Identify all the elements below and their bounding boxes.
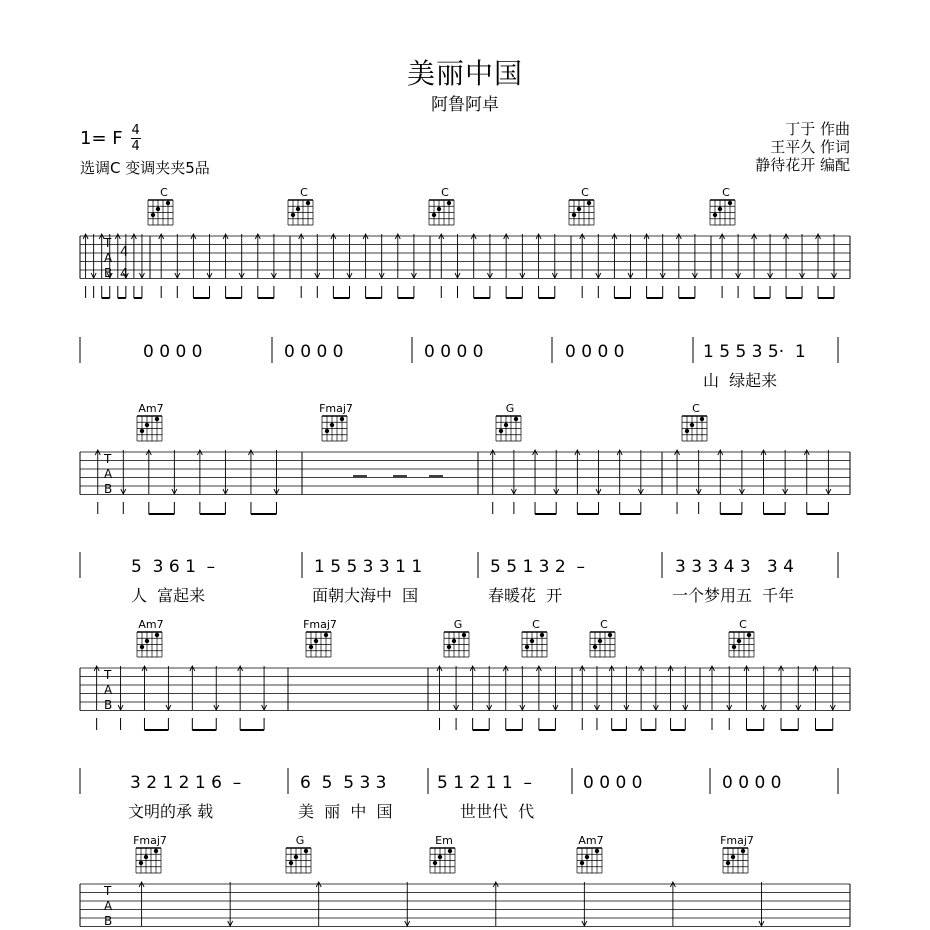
chord-finger-dot bbox=[452, 639, 456, 643]
chord-name: C bbox=[160, 186, 168, 199]
chord-name: G bbox=[295, 834, 305, 847]
chord-finger-dot bbox=[728, 201, 732, 205]
jianpu-measure: 6 5 5 3 3 bbox=[300, 773, 387, 793]
chord-finger-dot bbox=[447, 201, 451, 205]
chord-name: Fmaj7 bbox=[133, 834, 167, 847]
tab-letter: A bbox=[104, 899, 113, 913]
chord-finger-dot bbox=[325, 429, 329, 433]
chord-finger-dot bbox=[340, 417, 344, 421]
tab-letter: T bbox=[104, 884, 112, 898]
lyric-line: 文明的承 载 bbox=[128, 802, 214, 821]
chord-finger-dot bbox=[144, 855, 148, 859]
chord-finger-dot bbox=[304, 849, 308, 853]
lyric-line: 美 丽 中 国 bbox=[298, 802, 393, 821]
chord-finger-dot bbox=[713, 213, 717, 217]
chord-finger-dot bbox=[140, 645, 144, 649]
chord-name: G bbox=[453, 618, 463, 631]
chord-finger-dot bbox=[438, 855, 442, 859]
chord-finger-dot bbox=[139, 861, 143, 865]
chord-name: C bbox=[739, 618, 747, 631]
chord-name: C bbox=[532, 618, 540, 631]
chord-finger-dot bbox=[296, 207, 300, 211]
chord-finger-dot bbox=[690, 423, 694, 427]
chord-finger-dot bbox=[685, 429, 689, 433]
chord-name: C bbox=[441, 186, 449, 199]
time-top: 4 bbox=[131, 123, 140, 138]
jianpu-measure: 0 0 0 0 bbox=[424, 342, 484, 362]
jianpu-measure: 5 1 2 1 1 – bbox=[437, 773, 533, 793]
arranger-credit: 静待花开 编配 bbox=[755, 156, 850, 174]
chord-finger-dot bbox=[309, 645, 313, 649]
jianpu-measure: 5 5 1 3 2 – bbox=[490, 557, 586, 577]
chord-finger-dot bbox=[731, 855, 735, 859]
lyric-line: 人 富起来 bbox=[131, 586, 206, 605]
tab-time-bottom: 4 bbox=[120, 267, 129, 282]
chord-finger-dot bbox=[166, 201, 170, 205]
jianpu-measure: 0 0 0 0 bbox=[565, 342, 625, 362]
capo-note: 选调C 变调夹夹5品 bbox=[80, 159, 210, 177]
chord-name: Fmaj7 bbox=[319, 402, 353, 415]
chord-name: C bbox=[722, 186, 730, 199]
chord-finger-dot bbox=[737, 639, 741, 643]
key-label: 1= F bbox=[80, 128, 123, 149]
chord-finger-dot bbox=[595, 849, 599, 853]
chord-finger-dot bbox=[747, 633, 751, 637]
jianpu-measure: 1 5 5 3 3 1 1 bbox=[314, 557, 423, 577]
chord-finger-dot bbox=[530, 639, 534, 643]
lyric-line: 世世代 代 bbox=[460, 802, 535, 821]
tab-letter: A bbox=[104, 251, 113, 265]
chord-finger-dot bbox=[718, 207, 722, 211]
jianpu-measure: 3 3 3 4 3 3 4 bbox=[675, 557, 794, 577]
chord-finger-dot bbox=[324, 633, 328, 637]
chord-finger-dot bbox=[432, 213, 436, 217]
chord-finger-dot bbox=[741, 849, 745, 853]
tab-time-top: 4 bbox=[120, 245, 129, 260]
chord-finger-dot bbox=[151, 213, 155, 217]
chord-finger-dot bbox=[330, 423, 334, 427]
chord-name: Fmaj7 bbox=[303, 618, 337, 631]
tab-letter: T bbox=[104, 668, 112, 682]
chord-finger-dot bbox=[587, 201, 591, 205]
chord-finger-dot bbox=[154, 849, 158, 853]
chord-finger-dot bbox=[499, 429, 503, 433]
tab-letter: B bbox=[104, 698, 113, 712]
chord-finger-dot bbox=[726, 861, 730, 865]
lyric-line: 面朝大海中 国 bbox=[312, 586, 419, 605]
chord-finger-dot bbox=[540, 633, 544, 637]
chord-name: C bbox=[300, 186, 308, 199]
chord-finger-dot bbox=[145, 639, 149, 643]
chord-name: Am7 bbox=[138, 618, 164, 631]
chord-name: C bbox=[600, 618, 608, 631]
chord-finger-dot bbox=[580, 861, 584, 865]
song-title: 美丽中国 bbox=[406, 57, 523, 90]
chord-name: Fmaj7 bbox=[720, 834, 754, 847]
tab-letter: A bbox=[104, 467, 113, 481]
tab-letter: A bbox=[104, 683, 113, 697]
jianpu-measure: 1 5 5 3 5· 1 bbox=[703, 342, 806, 362]
chord-name: Em bbox=[435, 834, 453, 847]
jianpu-measure: 5 3 6 1 – bbox=[131, 557, 216, 577]
chord-finger-dot bbox=[156, 207, 160, 211]
chord-finger-dot bbox=[732, 645, 736, 649]
lyric-line: 一个梦用五 千年 bbox=[672, 586, 795, 605]
artist-name: 阿鲁阿卓 bbox=[431, 95, 499, 115]
chord-finger-dot bbox=[314, 639, 318, 643]
jianpu-measure: 0 0 0 0 bbox=[583, 773, 643, 793]
lyric-line: 春暖花 开 bbox=[488, 586, 563, 605]
chord-finger-dot bbox=[462, 633, 466, 637]
tab-letter: B bbox=[104, 482, 113, 496]
chord-finger-dot bbox=[447, 645, 451, 649]
tab-letter: T bbox=[104, 452, 112, 466]
chord-name: C bbox=[581, 186, 589, 199]
chord-finger-dot bbox=[593, 645, 597, 649]
chord-finger-dot bbox=[504, 423, 508, 427]
tab-letter: T bbox=[104, 236, 112, 250]
chord-name: C bbox=[692, 402, 700, 415]
chord-finger-dot bbox=[294, 855, 298, 859]
chord-name: G bbox=[505, 402, 515, 415]
chord-finger-dot bbox=[448, 849, 452, 853]
chord-name: Am7 bbox=[578, 834, 604, 847]
chord-finger-dot bbox=[572, 213, 576, 217]
jianpu-measure: 0 0 0 0 bbox=[284, 342, 344, 362]
chord-finger-dot bbox=[291, 213, 295, 217]
chord-finger-dot bbox=[155, 417, 159, 421]
chord-finger-dot bbox=[437, 207, 441, 211]
chord-finger-dot bbox=[598, 639, 602, 643]
chord-finger-dot bbox=[140, 429, 144, 433]
jianpu-measure: 0 0 0 0 bbox=[722, 773, 782, 793]
chord-finger-dot bbox=[525, 645, 529, 649]
lyricist-credit: 王平久 作词 bbox=[770, 138, 850, 156]
chord-finger-dot bbox=[608, 633, 612, 637]
chord-finger-dot bbox=[577, 207, 581, 211]
lyric-line: 山 绿起来 bbox=[703, 371, 778, 390]
chord-name: Am7 bbox=[138, 402, 164, 415]
chord-finger-dot bbox=[585, 855, 589, 859]
chord-finger-dot bbox=[155, 633, 159, 637]
chord-finger-dot bbox=[289, 861, 293, 865]
tab-letter: B bbox=[104, 266, 113, 280]
chord-finger-dot bbox=[306, 201, 310, 205]
chord-finger-dot bbox=[145, 423, 149, 427]
chord-finger-dot bbox=[433, 861, 437, 865]
chord-finger-dot bbox=[700, 417, 704, 421]
jianpu-measure: 3 2 1 2 1 6 – bbox=[130, 773, 242, 793]
jianpu-measure: 0 0 0 0 bbox=[143, 342, 203, 362]
tab-letter: B bbox=[104, 914, 113, 928]
time-bottom: 4 bbox=[131, 139, 140, 154]
chord-finger-dot bbox=[514, 417, 518, 421]
composer-credit: 丁于 作曲 bbox=[785, 120, 850, 138]
